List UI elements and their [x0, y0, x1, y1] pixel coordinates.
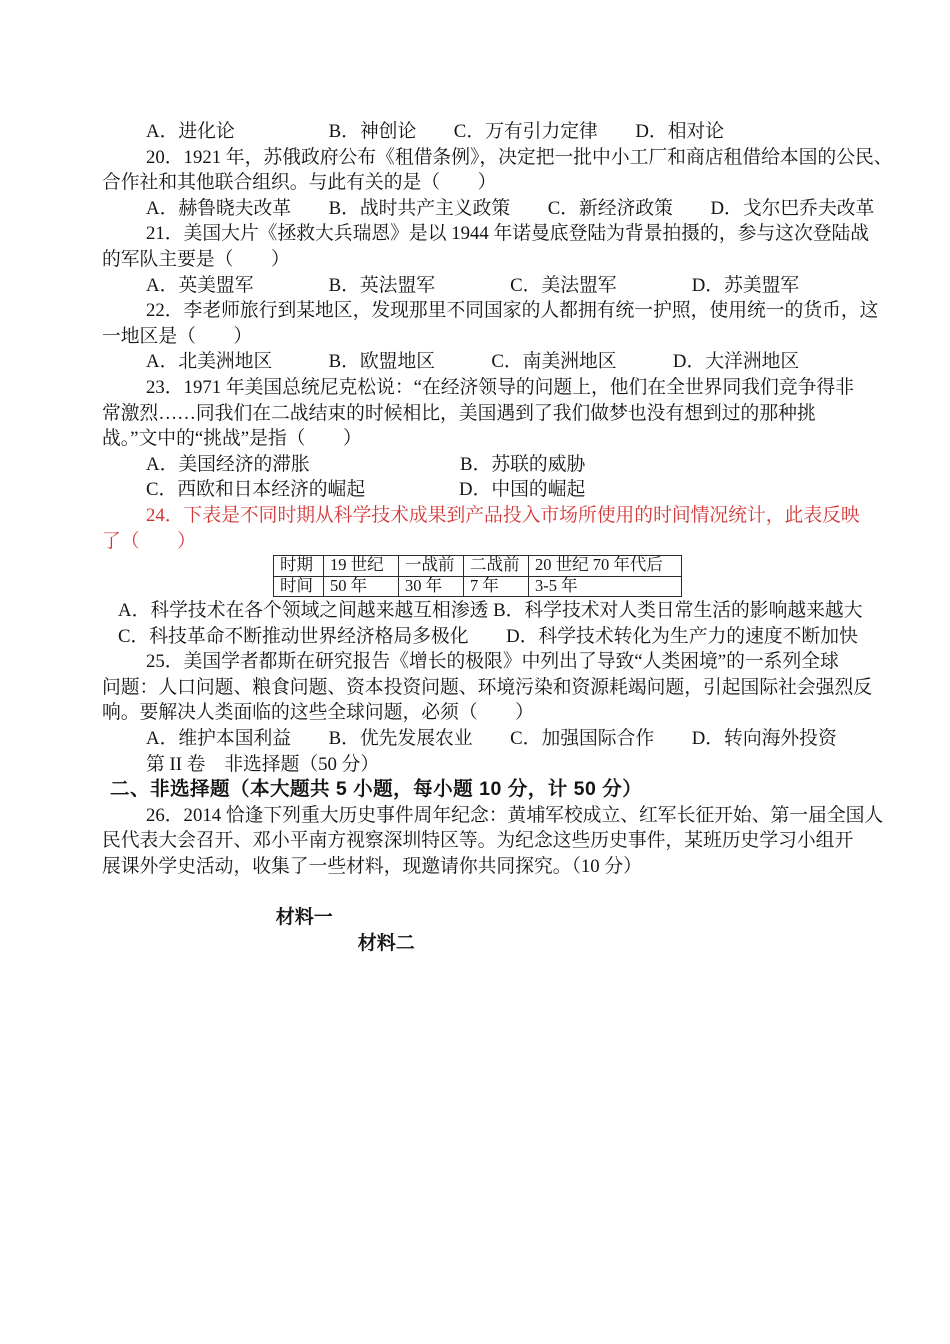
table-row-period [274, 556, 682, 577]
table-cell: 19 世纪 [324, 556, 399, 577]
q24-stem-line-2: 了（ ） [102, 530, 196, 552]
table-cell: 二战前 [464, 556, 529, 577]
table-cell: 30 年 [399, 576, 464, 597]
q23-stem-line-2: 常激烈……同我们在二战结束的时候相比，美国遇到了我们做梦也没有想到过的那种挑 [102, 402, 816, 424]
q21-options-line: A．英美盟军 B．英法盟军 C．美法盟军 D．苏美盟军 [146, 274, 800, 296]
part2-header: 第 II 卷 非选择题（50 分） [146, 753, 380, 775]
q24-statistics-table [273, 555, 682, 597]
table-cell: 3-5 年 [529, 576, 682, 597]
table-cell: 7 年 [464, 576, 529, 597]
q23-options-line-cd: C．西欧和日本经济的崛起 D．中国的崛起 [146, 479, 586, 501]
q20-stem-line-1: 20．1921 年，苏俄政府公布《租借条例》，决定把一批中小工厂和商店租借给本国的公民、 [146, 146, 893, 168]
table-cell: 20 世纪 70 年代后 [529, 556, 682, 577]
q21-stem-line-1: 21．美国大片《拯救大兵瑞恩》是以 1944 年诺曼底登陆为背景拍摄的，参与这次登陆战 [146, 223, 870, 245]
exam-body [102, 119, 893, 982]
q22-options-line: A．北美洲地区 B．欧盟地区 C．南美洲地区 D．大洋洲地区 [146, 351, 800, 373]
q24-stem-line-1: 24．下表是不同时期从科学技术成果到产品投入市场所使用的时间情况统计，此表反映 [146, 504, 860, 526]
material-1-label: 材料一 [275, 907, 333, 929]
q20-stem-line-2: 合作社和其他联合组织。与此有关的是（ ） [102, 172, 497, 194]
q23-options-line-ab: A．美国经济的滞胀 B．苏联的威胁 [146, 453, 586, 475]
q26-stem-line-2: 民代表大会召开、邓小平南方视察深圳特区等。为纪念这些历史事件，某班历史学习小组开 [102, 830, 854, 852]
table-cell: 时期 [274, 556, 324, 577]
q25-stem-line-3: 响。要解决人类面临的这些全球问题，必须（ ） [102, 702, 534, 724]
q24-options-line-ab: A．科学技术在各个领域之间越来越互相渗透 B．科学技术对人类日常生活的影响越来越大 [118, 600, 863, 622]
q25-stem-line-2: 问题：人口问题、粮食问题、资本投资问题、环境污染和资源耗竭问题，引起国际社会强烈反 [102, 676, 873, 698]
q23-stem-line-1: 23．1971 年美国总统尼克松说：“在经济领导的问题上，他们在全世界同我们竞争得非 [146, 376, 854, 398]
q22-stem-line-2: 一地区是（ ） [102, 325, 253, 347]
materials-row [102, 880, 862, 982]
q22-stem-line-1: 22．李老师旅行到某地区，发现那里不同国家的人都拥有统一护照，使用统一的货币，这 [146, 300, 879, 322]
section2-title: 二、非选择题（本大题共 5 小题，每小题 10 分，计 50 分） [110, 778, 643, 801]
q19-options-line: A．进化论 B．神创论 C．万有引力定律 D．相对论 [146, 121, 725, 142]
table-cell: 时间 [274, 576, 324, 597]
material-2-label: 材料二 [357, 932, 415, 954]
q26-stem-line-3: 展课外学史活动，收集了一些材料，现邀请你共同探究。（10 分） [102, 856, 642, 878]
q20-options-line: A．赫鲁晓夫改革 B．战时共产主义政策 C．新经济政策 D．戈尔巴乔夫改革 [146, 197, 875, 219]
table-cell: 一战前 [399, 556, 464, 577]
q24-options-line-cd: C．科技革命不断推动世界经济格局多极化 D．科学技术转化为生产力的速度不断加快 [118, 625, 858, 647]
table-cell: 50 年 [324, 576, 399, 597]
q21-stem-line-2: 的军队主要是（ ） [102, 248, 290, 270]
table-row-duration [274, 576, 682, 597]
q26-stem-line-1: 26．2014 恰逢下列重大历史事件周年纪念：黄埔军校成立、红军长征开始、第一届全国人 [146, 804, 884, 826]
q25-stem-line-1: 25．美国学者都斯在研究报告《增长的极限》中列出了导致“人类困境”的一系列全球 [146, 651, 839, 673]
q25-options-line: A．维护本国利益 B．优先发展农业 C．加强国际合作 D．转向海外投资 [146, 728, 837, 750]
q23-stem-line-3: 战。”文中的“挑战”是指（ ） [102, 428, 362, 450]
